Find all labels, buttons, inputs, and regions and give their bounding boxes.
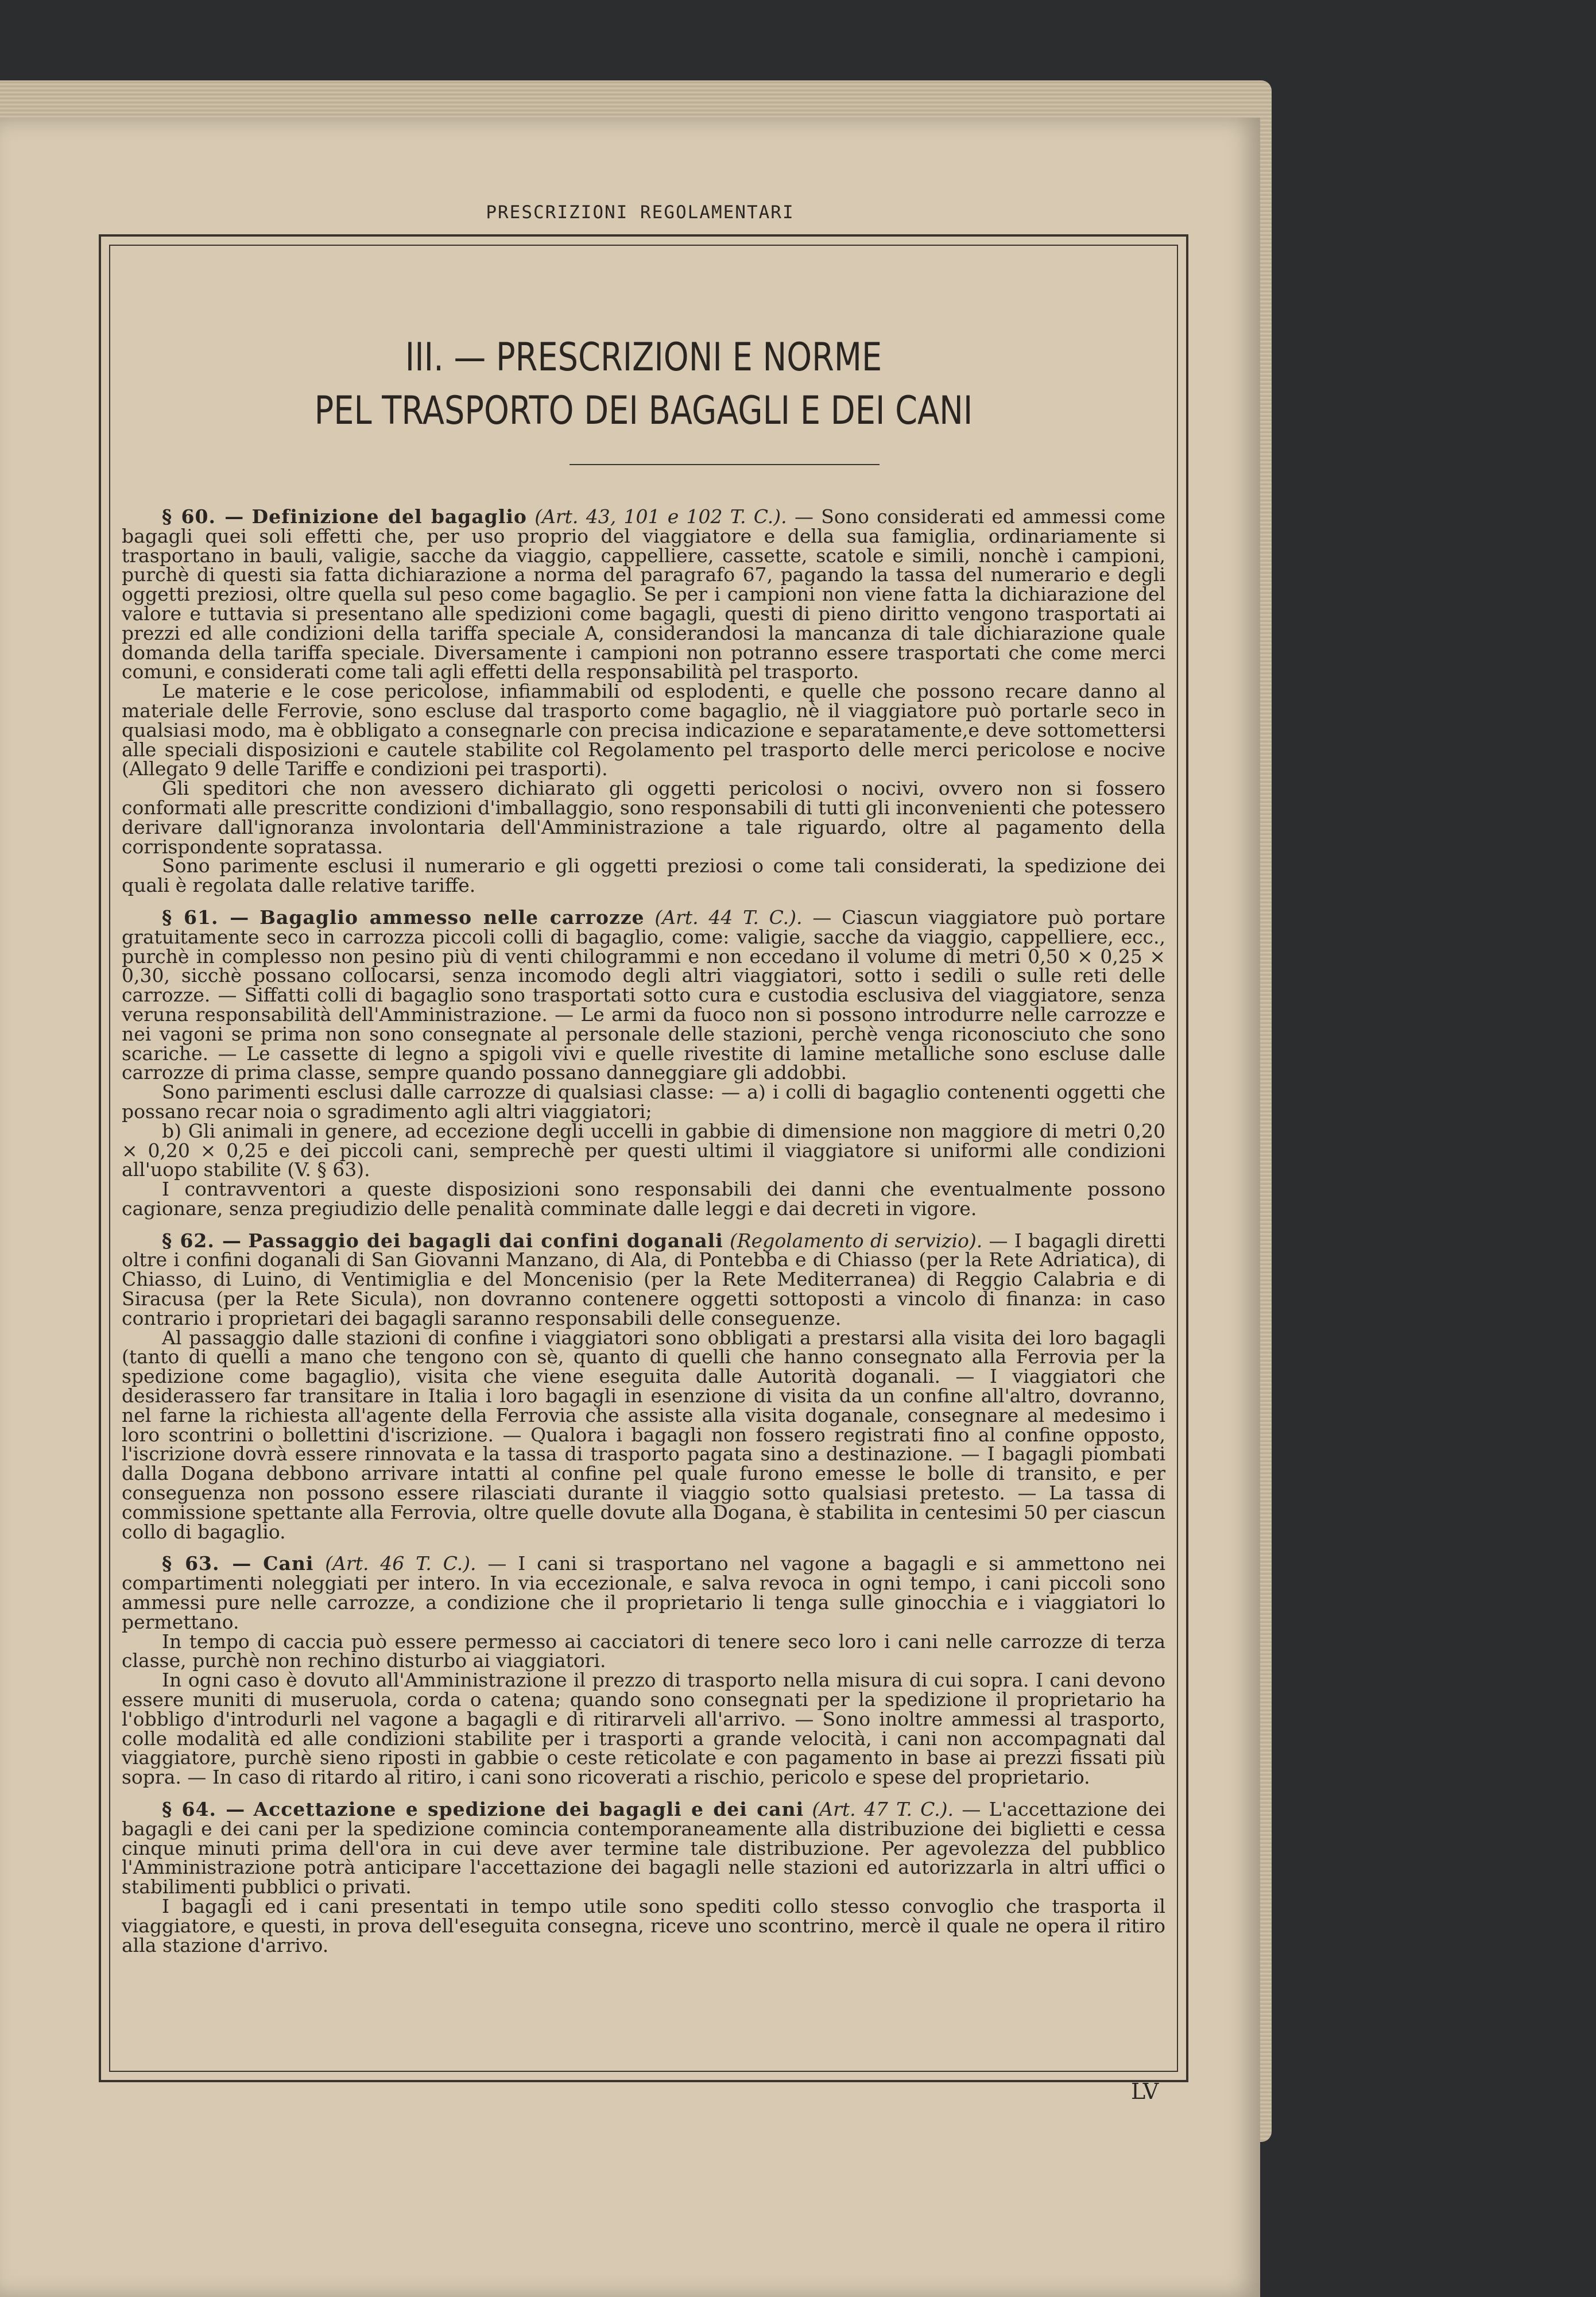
section-64-para-1: [122, 1800, 1165, 1897]
section-61-heading: Bagaglio ammesso nelle carrozze: [259, 906, 645, 929]
section-62-para-2: Al passaggio dalle stazioni di confine i viaggiatori sono obbligati a prestarsi alla visita dei loro bagagli (tanto di quelli a mano che tengono con sè, quanto di quelli che hanno consegnato alla Ferrovia per la spedizione come bagaglio), visita che viene eseguita dalle Autorità doganali. — I viaggiatori che desiderassero far transitare in Italia i loro bagagli in esenzione di visita da un confine all'altro, dovranno, nel farne la richiesta all'agente della Ferrovia che assiste alla visita doganale, consegnare al medesimo i loro scontrini o bollettini d'iscrizione. — Qualora i bagagli non fossero registrati fino al confine opposto, l'iscrizione dovrà essere rinnovata e la tassa di trasporto pagata sino a destinazione. — I bagagli piombati dalla Dogana debbono arrivare intatti al confine pel quale furono emesse le bolle di transito, e per conseguenza non possono essere rilasciati durante il viaggio sotto qualsiasi pretesto. — La tassa di commissione spettante alla Ferrovia, oltre quelle dovute alla Dogana, è stabilita in centesimi 50 per ciascun collo di bagaglio.: [122, 1326, 1165, 1543]
section-60-para-3: Gli speditori che non avessero dichiarato gli oggetti pericolosi o nocivi, ovvero non si fossero conformati alle prescritte condizioni d'imballaggio, sono responsabili di tutti gli inconvenienti che potessero derivare dall'ignoranza involontaria dell'Amministrazione a tale riguardo, oltre al pagamento della corrispondente sopratassa.: [122, 777, 1165, 858]
section-61-para-4: I contravventori a queste disposizioni sono responsabili dei danni che eventualmente possono cagionare, senza pregiudizio delle penalità comminate dalle leggi e dai decreti in vigore.: [122, 1178, 1165, 1220]
section-62-heading: Passaggio dei bagagli dai confini doganali: [248, 1229, 723, 1252]
section-64-heading: Accettazione e spedizione dei bagagli e dei cani: [253, 1798, 804, 1820]
section-64-para-2: I bagagli ed i cani presentati in tempo utile sono spediti collo stesso convoglio che trasporta il viaggiatore, e questi, in prova dell'eseguita consegna, riceve uno scontrino, mercè il quale ne opera il ritiro alla stazione d'arrivo.: [122, 1894, 1165, 1956]
section-60-number: § 60. —: [162, 505, 245, 528]
section-60-heading: Definizione del bagaglio: [251, 505, 527, 528]
section-62-para-1: [122, 1231, 1165, 1328]
section-64-ref: (Art. 47 T. C.).: [812, 1798, 954, 1820]
section-63-ref: (Art. 46 T. C.).: [325, 1552, 477, 1575]
section-63-text-1: — I cani si trasportano nel vagone a bagagli e si ammettono nei compartimenti noleggiati per intero. In via eccezionale, e salva revoca in ogni tempo, i cani piccoli sono ammessi pure nelle carrozze, a condizione che il proprietario li tenga sulle ginocchia e i viaggiatori lo permettano.: [122, 1552, 1165, 1633]
section-61-ref: (Art. 44 T. C.).: [654, 906, 803, 929]
section-61-text-1: — Ciascun viaggiatore può portare gratuitamente seco in carrozza piccoli colli di bagaglio, come: valigie, sacche da viaggio, cappelliere, ecc., purchè in complesso non pesino più di venti chilogrammi e non eccedano il volume di metri 0,50 × 0,25 × 0,30, sicchè possano collocarsi, senza incomodo degli altri viaggiatori, sotto i sedili o sulle reti delle carrozze. — Siffatti colli di bagaglio sono trasportati sotto cura e custodia esclusiva del viaggiatore, senza veruna responsabilità dell'Amministrazione. — Le armi da fuoco non si possono introdurre nelle carrozze e nei vagoni se prima non sono consegnate al personale delle stazioni, perchè venga riconosciuto che sono scariche. — Le cassette di legno a spigoli vivi e quelle rivestite di lamine metalliche sono escluse dalle carrozze di prima classe, sempre quando possano danneggiare gli addobbi.: [122, 906, 1165, 1084]
section-62-number: § 62. —: [162, 1229, 242, 1252]
section-61-para-2: Sono parimenti esclusi dalle carrozze di qualsiasi classe: — a) i colli di bagaglio contenenti oggetti che possano recar noia o sgradimento agli altri viaggiatori;: [122, 1081, 1165, 1123]
section-63-heading: Cani: [263, 1552, 314, 1575]
page-number: LV: [1131, 2079, 1159, 2104]
section-60-para-1: [122, 507, 1165, 682]
section-60-ref: (Art. 43, 101 e 102 T. C.).: [534, 505, 787, 528]
chapter-subtitle: PEL TRASPORTO DEI BAGAGLI E DEI CANI: [314, 388, 973, 434]
section-63-para-2: In tempo di caccia può essere permesso ai cacciatori di tenere seco loro i cani nelle carrozze di terza classe, purchè non rechino disturbo ai viaggiatori.: [122, 1630, 1165, 1672]
text-frame-inner: [109, 245, 1178, 2072]
section-61-para-1: [122, 908, 1165, 1082]
section-63-para-3: In ogni caso è dovuto all'Amministrazione il prezzo di trasporto nella misura di cui sopra. I cani devono essere muniti di museruola, corda o catena; quando sono consegnati per la spedizione il proprietario ha l'obbligo d'introdurli nel vagone a bagagli e di ritirarveli all'arrivo. — Sono inoltre ammessi al trasporto, colle modalità ed alle condizioni stabilite per i trasporti a grande velocità, i cani non accompagnati dal viaggiatore, purchè sieno riposti in gabbie o ceste reticolate e con pagamento in base ai prezzi fissati più sopra. — In caso di ritardo al ritiro, i cani sono ricoverati a rischio, pericolo e spese del proprietario.: [122, 1669, 1165, 1789]
body-text: [122, 507, 1165, 1955]
section-61-number: § 61. —: [162, 906, 250, 929]
section-62-ref: (Regolamento di servizio).: [729, 1229, 983, 1252]
title-rule: [570, 464, 880, 465]
section-60-para-4: Sono parimente esclusi il numerario e gli oggetti preziosi o come tali considerati, la spedizione dei quali è regolata dalle relative tariffe.: [122, 854, 1165, 897]
text-frame: [99, 234, 1188, 2082]
section-63-number: § 63. —: [162, 1552, 252, 1575]
section-63-para-1: [122, 1554, 1165, 1631]
section-62-text-1: — I bagagli diretti oltre i confini doganali di San Giovanni Manzano, di Ala, di Pontebba e di Chiasso (per la Rete Adriatica), di Chiasso, di Luino, di Ventimiglia e del Moncenisio (per la Rete Mediterranea) di Reggio Calabria e di Siracusa (per la Rete Sicula), non dovranno contenere oggetti sottoposti a vincolo di finanza: in caso contrario i proprietari dei bagagli saranno responsabili delle conseguenze.: [122, 1229, 1165, 1329]
running-head: PRESCRIZIONI REGOLAMENTARI: [486, 202, 795, 223]
section-60-text-1: — Sono considerati ed ammessi come bagagli quei soli effetti che, per uso proprio del viaggiatore e della sua famiglia, ordinariamente si trasportano in bauli, valigie, sacche da viaggio, cappelliere, cassette, scatole e simili, nonchè i campioni, purchè di questi sia fatta dichiarazione a norma del paragrafo 67, pagando la tassa del numerario e degli oggetti preziosi, oltre quella sul peso come bagaglio. Se per i campioni non viene fatta la dichiarazione del valore e tuttavia si presentano alle spedizioni come bagagli, questi di pieno diritto vengono trasportati ai prezzi ed alle condizioni della tariffa speciale A, considerandosi la mancanza di tale dichiarazione quale domanda della tariffa speciale. Diversamente i campioni non potranno essere trasportati che come merci comuni, e considerati come tali agli effetti della responsabilità pel trasporto.: [122, 505, 1165, 683]
section-61-para-3: b) Gli animali in genere, ad eccezione degli uccelli in gabbie di dimensione non maggiore di metri 0,20 × 0,20 × 0,25 e dei piccoli cani, semprechè per questi ultimi il viaggiatore si uniformi alle condizioni all'uopo stabilite (V. § 63).: [122, 1119, 1165, 1181]
section-60-para-2: Le materie e le cose pericolose, infiammabili od esplodenti, e quelle che possono recare danno al materiale delle Ferrovie, sono escluse dal trasporto come bagaglio, nè il viaggiatore può portarle seco in qualsiasi modo, ma è obbligato a consegnarle con precisa indicazione e separatamente,e deve sottomettersi alle speciali disposizioni e cautele stabilite col Regolamento pel trasporto delle merci pericolose e nocive (Allegato 9 delle Tariffe e condizioni pei trasporti).: [122, 680, 1165, 780]
section-64-number: § 64. —: [162, 1798, 246, 1820]
chapter-title: III. — PRESCRIZIONI E NORME: [405, 335, 882, 380]
section-64-text-1: — L'accettazione dei bagagli e dei cani per la spedizione comincia contemporaneamente alla distribuzione dei biglietti e cessa cinque minuti prima dell'ora in cui deve aver termine tale distribuzione. Per agevolezza del pubblico l'Amministrazione potrà anticipare l'accettazione dei bagagli nelle stazioni ed autorizzarla in altri uffici o stabilimenti pubblici o privati.: [122, 1798, 1166, 1898]
